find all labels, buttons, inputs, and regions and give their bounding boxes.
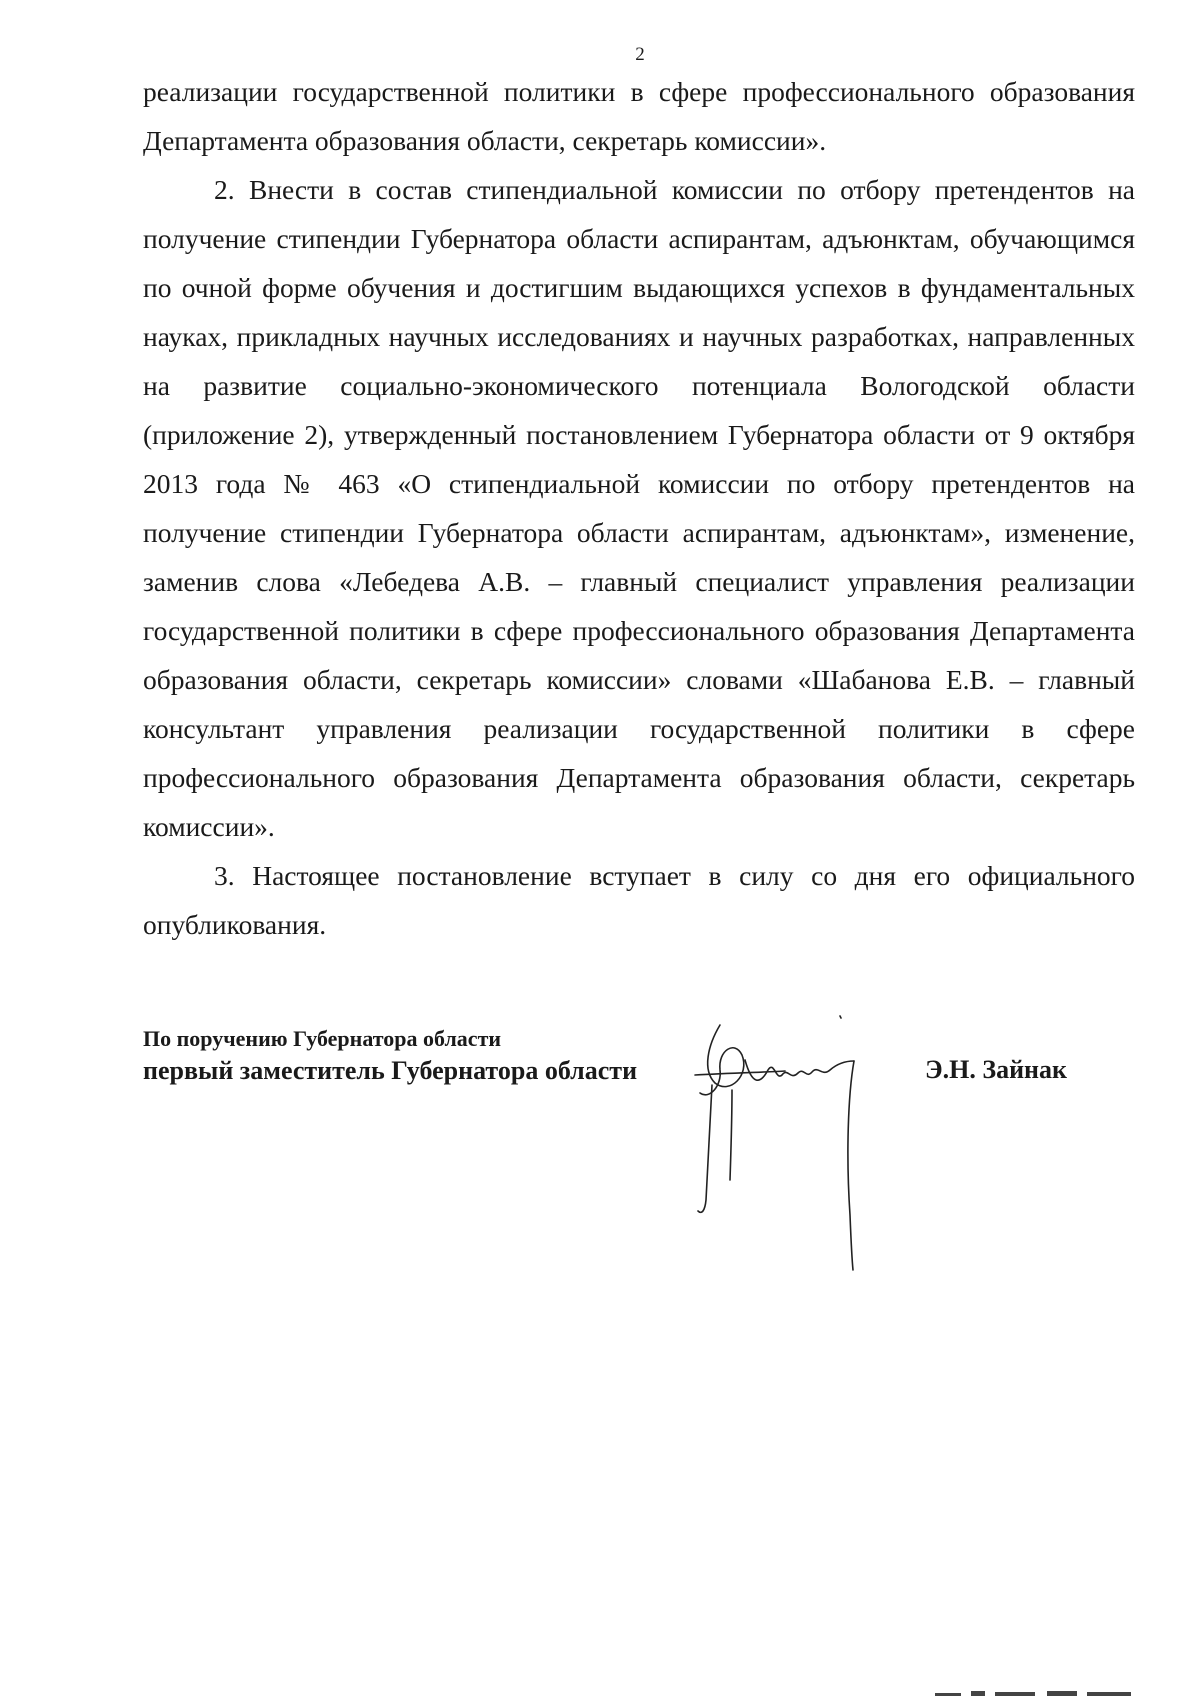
handwritten-signature xyxy=(690,1015,930,1275)
paragraph-continuation: реализации государственной политики в сфере профессионального образования Департамента образования области, секретарь комиссии». xyxy=(143,76,1135,156)
page-number: 2 xyxy=(635,44,645,65)
scan-artifact xyxy=(935,1686,1135,1697)
paragraph-item-2: 2. Внести в состав стипендиальной комиссии по отбору претендентов на получение стипендии Губернатора области аспирантам, адъюнктам, обучающимся по очной форме обучения и достигшим выдающихся успехов в фундаментальных науках, прикладных научных исследованиях и научных разработках, направленных на развитие социально-экономического потенциала Вологодской области (приложение 2), утвержденный постановлением Губернатора области от 9 октября 2013 года № 463 «О стипендиальной комиссии по отбору претендентов на получение стипендии Губернатора области аспирантам, адъюнктам», изменение, заменив слова «Лебедева А.В. – главный специалист управления реализации государственной политики в сфере профессионального образования Департамента образования области, секретарь комиссии» словами «Шабанова Е.В. – главный консультант управления реализации государственной политики в сфере профессионального образования Департамента образования области, секретарь комиссии». xyxy=(143,174,1135,842)
signatory-block xyxy=(143,1024,637,1088)
signatory-authority: По поручению Губернатора области xyxy=(143,1026,502,1051)
signatory-position: первый заместитель Губернатора области xyxy=(143,1056,638,1085)
paragraph-item-3: 3. Настоящее постановление вступает в силу со дня его официального опубликования. xyxy=(143,860,1135,940)
signer-name: Э.Н. Зайнак xyxy=(925,1055,1068,1084)
document-body xyxy=(143,67,1135,949)
